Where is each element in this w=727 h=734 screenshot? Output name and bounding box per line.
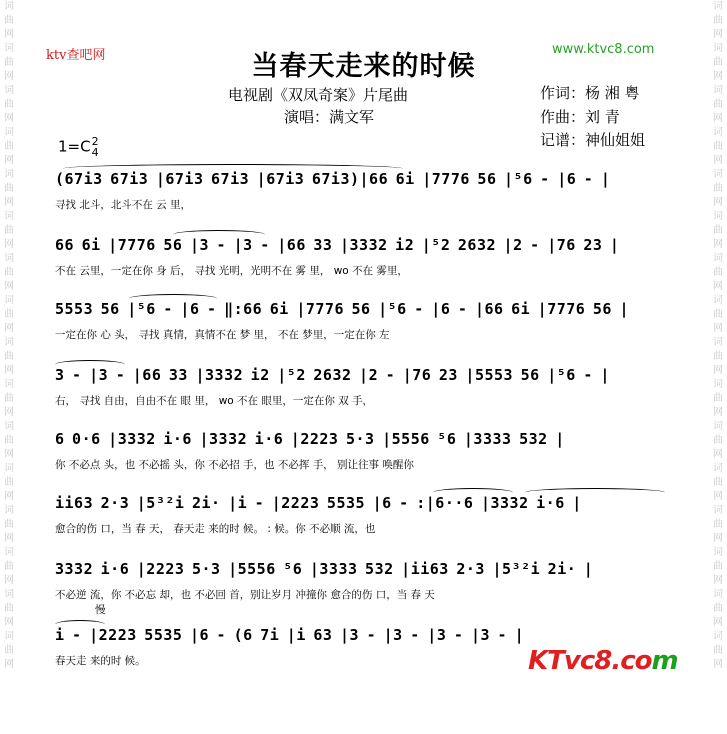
lyric-line: 你 不必点 头，也 不必摇 头，你 不必招 手，也 不必挥 手， 别让往事 唤醒你 [55,459,414,471]
time-signature [92,136,99,158]
lyric-line: 愈合的伤 口，当 春 天， 春天走 来的时 候。 : 候。你 不必顺 流，也 [55,523,376,535]
transcriber-credit: 记谱：神仙姐姐 [540,131,646,149]
lyric-line: 不必逆 流，你 不必忘 却，也 不必回 首，别让岁月 冲撞你 愈合的伤 口，当 春 天 [55,589,435,601]
side-watermark-left: 词曲网词曲网词曲网词曲网词曲网词曲网词曲网词曲网词曲网词曲网词曲网词曲网词曲网词曲网词曲网词曲网 [4,1,14,670]
score-row-6 [55,494,667,554]
side-watermark-right: 词曲网词曲网词曲网词曲网词曲网词曲网词曲网词曲网词曲网词曲网词曲网词曲网词曲网词曲网词曲网词曲网 [713,1,723,670]
notation-line: 6 0·6 |3332 i·6 |3332 i·6 |2223 5·3 |5556 ⁵6 |3333 532 | [55,430,565,448]
composer-credit: 作曲：刘 青 [540,108,620,126]
song-subtitle: 电视剧《双凤奇案》片尾曲 [228,86,409,104]
tempo-mark: 慢 [95,604,106,616]
lyricist-credit: 作词：杨 湘 粤 [540,84,640,102]
lyric-line: 春天走 来的时 候。 [55,655,146,667]
notation-line: 66 6i |7776 56 |3 - |3 - |66 33 |3332 i2 |⁵2 2632 |2 - |76 23 | [55,236,620,254]
logo-main: KTvc8.co [528,646,652,676]
notation-line: 3332 i·6 |2223 5·3 |5556 ⁵6 |3333 532 |ii63 2·3 |5³²i 2i· | [55,560,594,578]
brand-watermark: ktv查吧网 [46,48,106,63]
lyric-line: 寻找 北斗，北斗不在 云 里， [55,199,192,211]
notation-line: 5553 56 |⁵6 - |6 - ‖:66 6i |7776 56 |⁵6 - |6 - |66 6i |7776 56 | [55,300,629,318]
score-row-2 [55,236,667,296]
notation-line: i - |2223 5535 |6 - (6 7i |i 63 |3 - |3 - |3 - |3 - | [55,626,525,644]
singer-credit: 演唱：满文军 [284,108,375,126]
lyric-line: 不在 云里，一定在你 身 后， 寻找 光明，光明不在 雾 里， wo 不在 雾里， [55,265,408,277]
time-bottom: 4 [91,146,99,159]
notation-line: ii63 2·3 |5³²i 2i· |i - |2223 5535 |6 - :|6··6 |3332 i·6 | [55,494,582,512]
time-top: 2 [91,135,99,148]
score-row-1 [55,170,667,230]
score-row-7 [55,560,667,620]
ktvc8-logo [528,646,678,676]
notation-line: (67i3 67i3 |67i3 67i3 |67i3 67i3)|66 6i |7776 56 |⁵6 - |6 - | [55,170,611,188]
score-row-5 [55,430,667,490]
logo-tail: m [651,646,678,676]
key-label: 1=C [58,137,91,156]
score-row-4 [55,366,667,426]
song-title: 当春天走来的时候 [251,51,476,82]
key-signature [58,136,99,158]
site-watermark: www.ktvc8.com [552,42,655,57]
lyric-line: 右， 寻找 自由，自由不在 眼 里， wo 不在 眼里，一定在你 双 手， [55,395,374,407]
score-row-3 [55,300,667,360]
lyric-line: 一定在你 心 头， 寻找 真情，真情不在 梦 里， 不在 梦里，一定在你 左 [55,329,390,341]
notation-line: 3 - |3 - |66 33 |3332 i2 |⁵2 2632 |2 - |76 23 |5553 56 |⁵6 - | [55,366,610,384]
